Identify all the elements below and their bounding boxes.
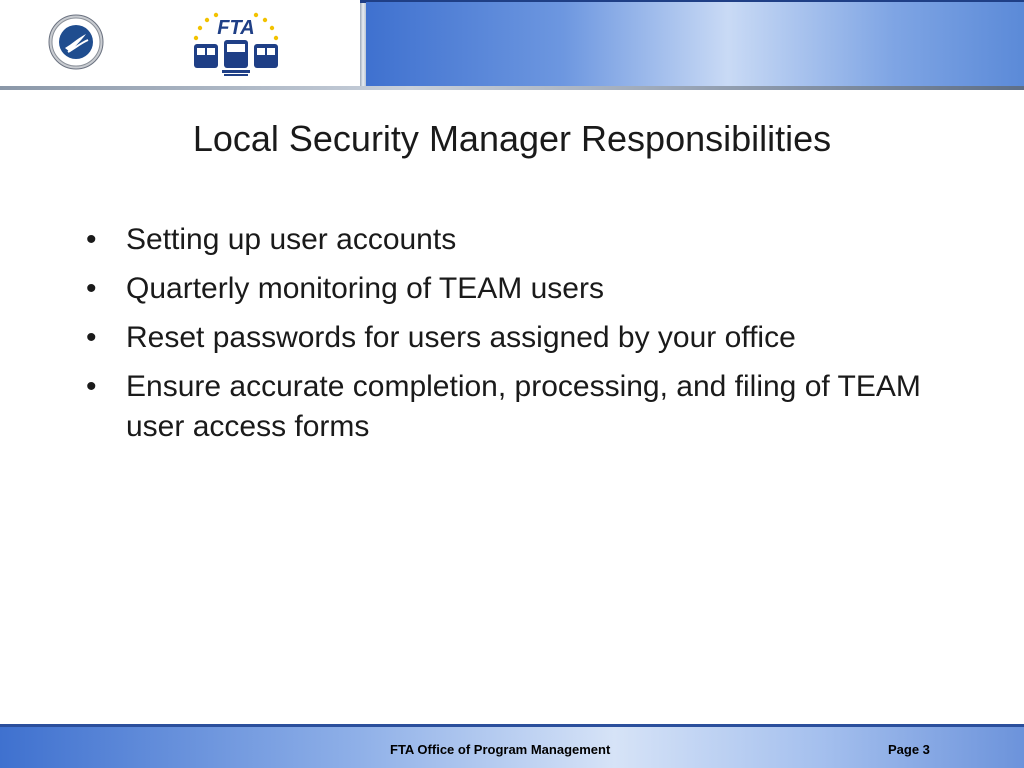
bullet-item — [86, 269, 966, 309]
header-banner — [366, 2, 1024, 86]
slide-footer — [0, 724, 1024, 768]
slide-title: Local Security Manager Responsibilities — [192, 118, 832, 159]
bullet-symbol: • — [86, 272, 97, 305]
fta-logo-icon — [186, 8, 286, 78]
fta-logo-text: FTA — [217, 17, 255, 39]
bullet-symbol: • — [86, 370, 97, 403]
bullet-item — [86, 220, 966, 260]
page-number: Page 3 — [888, 742, 930, 757]
bullet-symbol: • — [86, 321, 97, 354]
bullet-item — [86, 367, 966, 447]
header-rule — [0, 86, 1024, 90]
footer-org-label: FTA Office of Program Management — [390, 742, 611, 757]
logo-area — [0, 0, 360, 86]
bullet-item — [86, 318, 966, 358]
bullet-text: Quarterly monitoring of TEAM users — [126, 272, 604, 305]
bullet-text: Setting up user accounts — [126, 223, 457, 256]
bullet-text: Reset passwords for users assigned by your office — [126, 321, 796, 354]
bullet-list — [86, 220, 966, 456]
slide-header — [0, 0, 1024, 90]
dot-seal-icon — [48, 14, 104, 70]
bullet-symbol: • — [86, 223, 97, 256]
bullet-text: Ensure accurate completion, processing, and filing of TEAM user access forms — [126, 370, 921, 443]
